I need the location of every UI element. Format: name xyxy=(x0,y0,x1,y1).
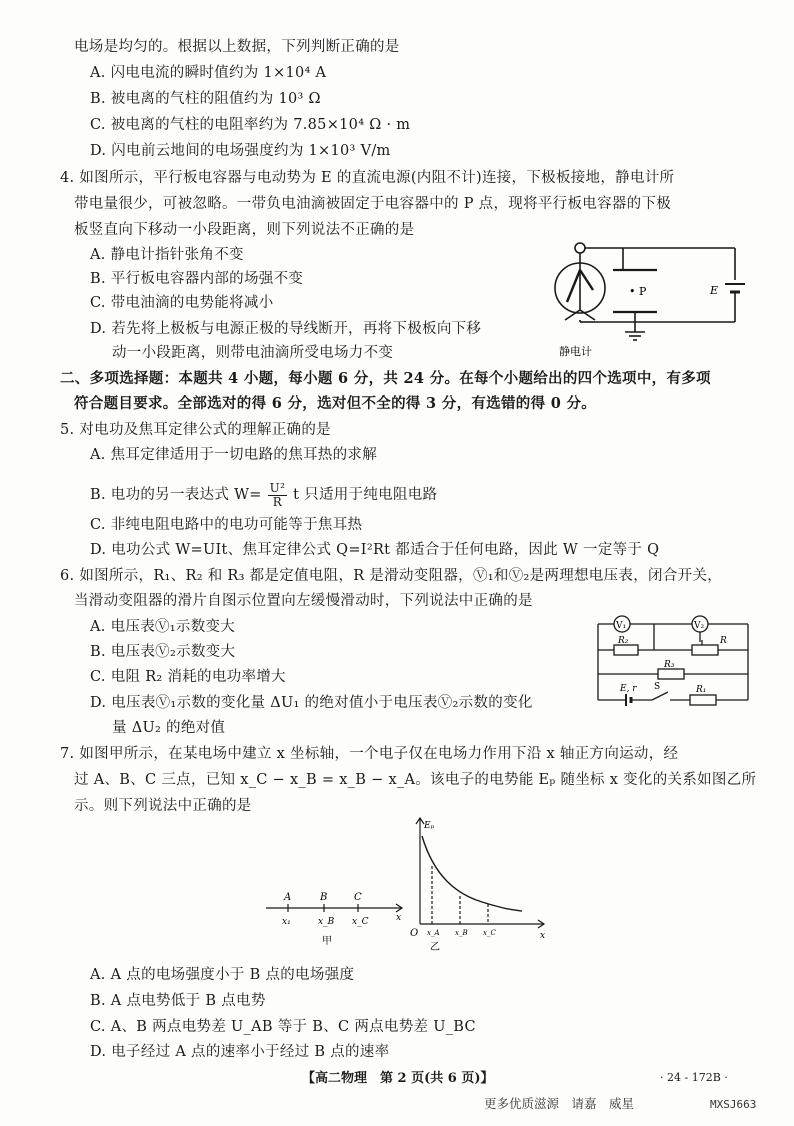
q5-fraction-numerator: U² xyxy=(269,481,286,495)
electroscope-knob xyxy=(575,243,585,253)
q3-option-b: B. 被电离的气柱的阻值约为 10³ Ω xyxy=(90,91,321,107)
xc-label: x_C xyxy=(352,917,369,927)
q6-option-b: B. 电压表Ⓥ₂示数变大 xyxy=(90,644,236,660)
watermark-text: 更多优质滋源 请嘉 威星 xyxy=(484,1096,635,1111)
resistor-r3 xyxy=(658,669,684,679)
resistor-r1 xyxy=(690,695,716,705)
x-axis-label: x xyxy=(396,913,402,923)
q4-option-b: B. 平行板电容器内部的场强不变 xyxy=(90,271,304,287)
r2-label: R₂ xyxy=(618,636,629,646)
q7-option-d: D. 电子经过 A 点的速率小于经过 B 点的速率 xyxy=(90,1044,390,1060)
x-label: x xyxy=(540,931,546,941)
xb-tick-label: x_B xyxy=(455,929,468,937)
switch-label: S xyxy=(654,682,661,692)
q7-option-b: B. A 点电势低于 B 点电势 xyxy=(90,993,266,1009)
q6-stem-line2: 当滑动变阻器的滑片自图示位置向左缓慢滑动时，下列说法中正确的是 xyxy=(74,593,533,609)
q4-option-c: C. 带电油滴的电势能将减小 xyxy=(90,295,274,311)
q5-fraction-denominator: R xyxy=(272,494,283,509)
q4-option-d-line1: D. 若先将上极板与电源正极的导线断开，再将下极板向下移 xyxy=(90,321,482,337)
q4-stem-line1: 4. 如图所示，平行板电容器与电动势为 E 的直流电源(内阻不计)连接，下极板接地，静电计所 xyxy=(60,170,675,186)
q4-option-d-line2: 动一小段距离，则带电油滴所受电场力不变 xyxy=(112,345,394,361)
q7-figure-yi xyxy=(404,814,554,960)
q7-figure-jia xyxy=(262,888,412,950)
q6-circuit-figure xyxy=(592,612,754,712)
xa-label: x₁ xyxy=(282,917,291,927)
rheostat-r xyxy=(692,645,718,655)
xb-label: x_B xyxy=(318,917,335,927)
section2-line2: 符合题目要求。全部选对的得 6 分，选对但不全的得 3 分，有选错的得 0 分。 xyxy=(74,395,597,412)
point-a-label: A xyxy=(284,892,292,903)
page-footer: 【高二物理 第 2 页(共 6 页)】 xyxy=(302,1071,494,1086)
electroscope-caption: 静电计 xyxy=(559,345,592,358)
point-p-label: • P xyxy=(629,285,647,298)
q7-stem-line3: 示。则下列说法中正确的是 xyxy=(74,798,252,814)
q4-option-a: A. 静电计指针张角不变 xyxy=(90,247,244,263)
exam-code: · 24 - 172B · xyxy=(660,1071,728,1084)
v1-label: V₁ xyxy=(616,621,627,631)
section2-line1: 二、多项选择题：本题共 4 小题，每小题 6 分，共 24 分。在每个小题给出的四个选项中，有多项 xyxy=(60,370,711,387)
origin-label: O xyxy=(410,928,419,939)
q5-option-b-pre: B. 电功的另一表达式 W= xyxy=(90,487,262,504)
q6-option-c: C. 电阻 R₂ 消耗的电功率增大 xyxy=(90,669,286,685)
figure-jia-caption: 甲 xyxy=(322,936,332,947)
q6-option-d-line1: D. 电压表Ⓥ₁示数的变化量 ΔU₁ 的绝对值小于电压表Ⓥ₂示数的变化 xyxy=(90,695,533,711)
figure-yi-caption: 乙 xyxy=(430,942,440,953)
q3-option-c: C. 被电离的气柱的电阻率约为 7.85×10⁴ Ω · m xyxy=(90,117,411,133)
switch-s xyxy=(652,692,668,700)
q6-option-a: A. 电压表Ⓥ₁示数变大 xyxy=(90,619,236,635)
q4-stem-line3: 板竖直向下移动一小段距离，则下列说法不正确的是 xyxy=(74,222,415,238)
q4-circuit-figure xyxy=(545,240,760,360)
q7-option-a: A. A 点的电场强度小于 B 点的电场强度 xyxy=(90,967,355,983)
q5-option-c: C. 非纯电阻电路中的电功可能等于焦耳热 xyxy=(90,517,363,533)
q5-option-a: A. 焦耳定律适用于一切电路的焦耳热的求解 xyxy=(90,447,377,463)
q5-option-d: D. 电功公式 W=UIt、焦耳定律公式 Q=I²Rt 都适合于任何电路，因此 W 一定等于 Q xyxy=(90,542,660,558)
xc-tick-label: x_C xyxy=(483,929,496,937)
q3-option-d: D. 闪电前云地间的电场强度约为 1×10³ V/m xyxy=(90,143,391,159)
resistor-r2 xyxy=(614,645,638,655)
r1-label: R₁ xyxy=(696,685,707,695)
q6-stem-line1: 6. 如图所示，R₁、R₂ 和 R₃ 都是定值电阻，R 是滑动变阻器，Ⓥ₁和Ⓥ₂是两理想电压表，闭合开关， xyxy=(60,568,723,584)
emf-r-label: E, r xyxy=(620,684,637,694)
point-c-label: C xyxy=(354,892,362,903)
q7-stem-line2: 过 A、B、C 三点，已知 x_C − x_B = x_B − x_A。该电子的电势能 Eₚ 随坐标 x 变化的关系如图乙所 xyxy=(74,772,757,788)
ep-curve xyxy=(422,836,522,911)
q7-stem-line1: 7. 如图甲所示，在某电场中建立 x 坐标轴，一个电子仅在电场力作用下沿 x 轴正方向运动，经 xyxy=(60,746,679,762)
r-label: R xyxy=(720,636,727,646)
q5-option-b xyxy=(90,482,437,508)
emf-label: E xyxy=(710,284,719,297)
q5-option-b-post: t 只适用于纯电阻电路 xyxy=(293,487,438,504)
v2-label: V₂ xyxy=(694,621,705,631)
r3-label: R₃ xyxy=(664,660,675,670)
xa-tick-label: x_A xyxy=(427,929,440,937)
point-b-label: B xyxy=(320,892,328,903)
q5-fraction xyxy=(268,482,288,508)
q3-stem-tail: 电场是均匀的。根据以上数据，下列判断正确的是 xyxy=(74,39,400,55)
q6-option-d-line2: 量 ΔU₂ 的绝对值 xyxy=(112,720,226,736)
q5-stem: 5. 对电功及焦耳定律公式的理解正确的是 xyxy=(60,422,331,438)
q3-option-a: A. 闪电电流的瞬时值约为 1×10⁴ A xyxy=(90,65,327,81)
q7-option-c: C. A、B 两点电势差 U_AB 等于 B、C 两点电势差 U_BC xyxy=(90,1019,476,1035)
ep-label: Eₚ xyxy=(424,821,435,831)
q4-stem-line2: 带电量很少，可被忽略。一带负电油滴被固定于电容器中的 P 点，现将平行板电容器的下极 xyxy=(74,196,672,212)
document-id: MXSJ663 xyxy=(710,1098,757,1111)
